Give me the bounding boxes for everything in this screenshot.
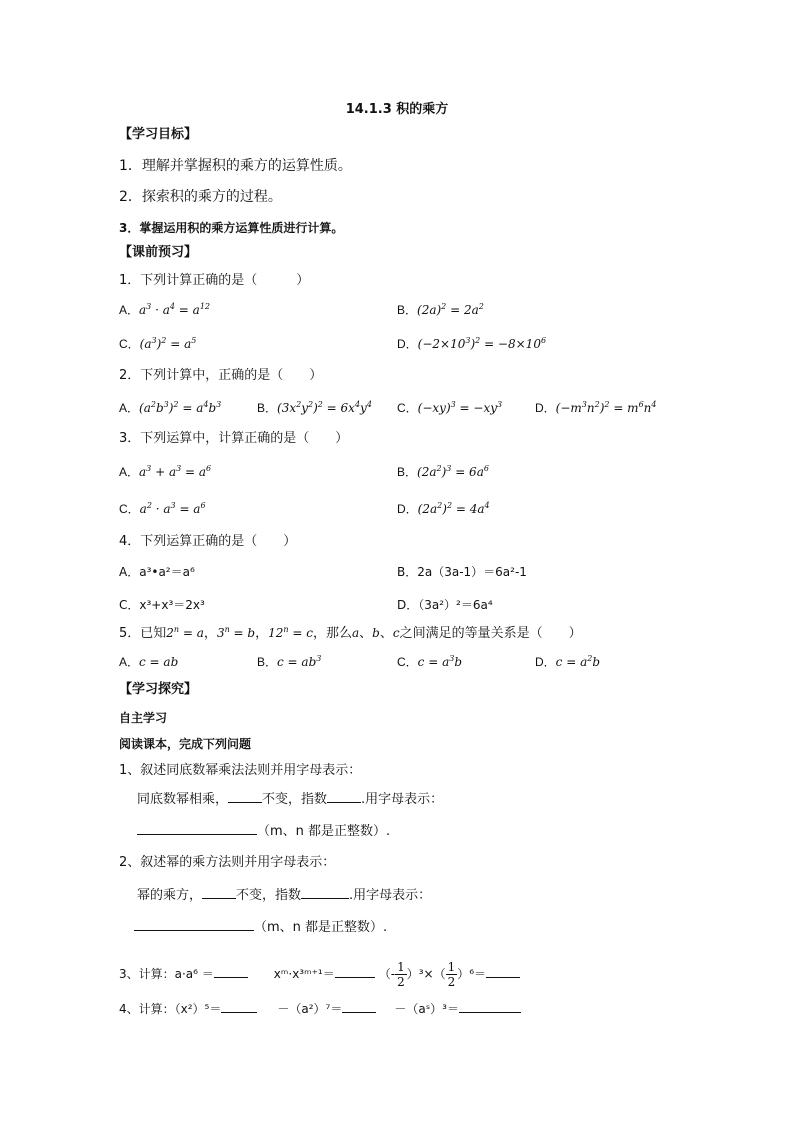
q2-option-a: A．$(a^2b^3)^2 = a^4b^3$ xyxy=(119,400,222,415)
q2-option-b: B．$(3x^2y^2)^2 = 6x^4y^4$ xyxy=(257,400,372,415)
answer-blank[interactable] xyxy=(342,1000,376,1013)
section-heading-explore: 【学习探究】 xyxy=(119,682,198,697)
answer-blank[interactable] xyxy=(459,1000,521,1013)
q5-option-d: D．$c = a^2b$ xyxy=(535,654,601,669)
subheading-read-textbook: 阅读课本，完成下列问题 xyxy=(119,737,252,751)
exercise-2-stem: 2、叙述幂的乘方法则并用字母表示： xyxy=(119,855,336,870)
q5-option-b: B．$c = ab^3$ xyxy=(257,654,322,669)
answer-blank[interactable] xyxy=(486,965,520,978)
q3-option-b: B．$(2a^2)^3 = 6a^6$ xyxy=(397,464,489,479)
q1-option-c: C．$(a^3)^2 = a^5$ xyxy=(119,336,197,351)
q3-option-a: A．$a^3 + a^3 = a^6$ xyxy=(119,464,212,479)
answer-blank[interactable] xyxy=(134,918,254,931)
q1-option-a: A．$a^3 \cdot a^4 = a^{12}$ xyxy=(119,302,210,317)
fraction-half: $\frac{1}{2}$ xyxy=(397,960,405,989)
answer-blank[interactable] xyxy=(335,965,375,978)
question-3-stem: 3．下列运算中，计算正确的是（ ） xyxy=(119,431,349,446)
exercise-1-stem: 1、叙述同底数幂乘法法则并用字母表示： xyxy=(119,763,362,778)
q1-option-d: D．$(-2\times 10^3)^2 = -8\times 10^6$ xyxy=(397,336,547,351)
q4-option-b: B．2a（3a-1）＝6a²-1 xyxy=(397,565,527,579)
q4-option-d: D．（3a²）²＝6a⁴ xyxy=(397,598,493,612)
question-5-stem: 5．已知$2^n = a$，$3^n = b$，$12^n = c$，那么a、b、c之间满足的等量关系是（ ） xyxy=(119,625,582,641)
q2-option-d: D．$(-m^3n^2)^2 = m^6n^4$ xyxy=(535,400,657,415)
section-heading-preview: 【课前预习】 xyxy=(119,245,198,260)
exercise-1-line1: 同底数幂相乘， 不变，指数 .用字母表示： xyxy=(137,792,444,807)
answer-blank[interactable] xyxy=(228,790,262,803)
goal-item: 2．探索积的乘方的过程。 xyxy=(119,189,282,205)
answer-blank[interactable] xyxy=(221,1000,257,1013)
answer-blank[interactable] xyxy=(202,886,236,899)
q1-option-b: B．$(2a)^2 = 2a^2$ xyxy=(397,302,484,317)
q2-option-c: C．$(-xy)^3 = -xy^3$ xyxy=(397,400,503,415)
page-title: 14.1.3 积的乘方 xyxy=(345,102,449,117)
answer-blank[interactable] xyxy=(301,886,349,899)
q3-option-d: D．$(2a^2)^2 = 4a^4$ xyxy=(397,501,490,516)
exercise-2-line2: （m、n 都是正整数）. xyxy=(134,918,387,937)
answer-blank[interactable] xyxy=(327,790,361,803)
fraction-half: $\frac{1}{2}$ xyxy=(447,960,456,989)
answer-blank[interactable] xyxy=(137,822,257,835)
q4-option-c: C．x³+x³＝2x³ xyxy=(119,598,205,612)
subheading-self-study: 自主学习 xyxy=(119,711,168,725)
q3-option-c: C．$a^2 \cdot a^3 = a^6$ xyxy=(119,501,206,516)
q5-option-c: C．$c = a^3b$ xyxy=(397,654,463,669)
question-1-stem: 1．下列计算正确的是（ ） xyxy=(119,273,310,288)
q5-option-a: A．c = ab xyxy=(119,655,179,669)
section-heading-goals: 【学习目标】 xyxy=(119,127,198,142)
question-4-stem: 4．下列运算正确的是（ ） xyxy=(119,534,297,549)
exercise-2-line1: 幂的乘方， 不变，指数 .用字母表示： xyxy=(137,888,432,903)
exercise-4: 4、计算：（x²）⁵＝ －（a²）⁷＝ －（aˢ）³＝ xyxy=(119,1000,521,1018)
answer-blank[interactable] xyxy=(214,965,248,978)
goal-item: 3．掌握运用积的乘方运算性质进行计算。 xyxy=(119,221,344,235)
exercise-3: 3、计算：a·a⁶ ＝ xᵐ·x³ᵐ⁺¹＝ （- $\frac{1}{2}$ ）³×（ $\frac{1}{2}$ ）⁶＝ xyxy=(119,960,520,989)
q4-option-a: A．a³•a²＝a⁶ xyxy=(119,565,195,579)
exercise-1-line2: （m、n 都是正整数）. xyxy=(137,822,390,841)
goal-item: 1．理解并掌握积的乘方的运算性质。 xyxy=(119,158,352,174)
question-2-stem: 2．下列计算中，正确的是（ ） xyxy=(119,368,323,383)
